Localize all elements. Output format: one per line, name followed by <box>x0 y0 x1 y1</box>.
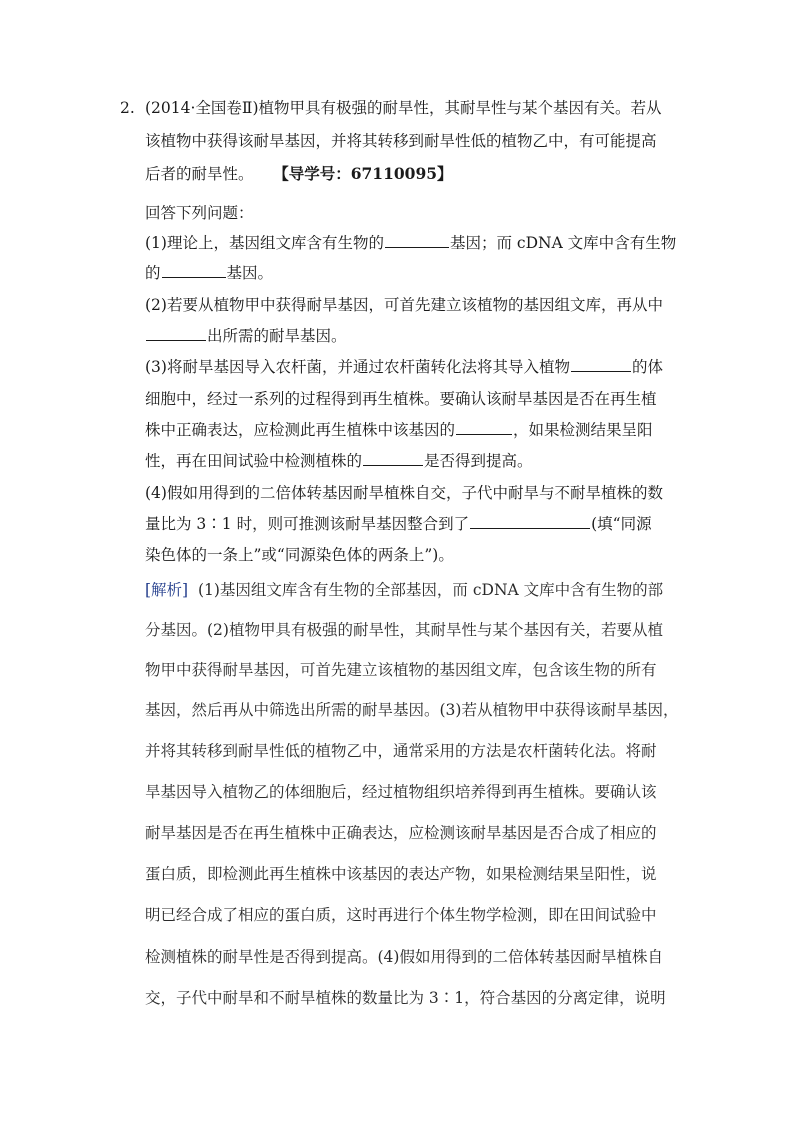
answer-blank-6[interactable] <box>363 451 423 466</box>
guide-number-tag: 【导学号：67110095】 <box>273 164 453 183</box>
subquestion-2-text-b: 出所需的耐旱基因。 <box>207 327 347 345</box>
solution-line-2: 分基因。(2)植物甲具有极强的耐旱性，其耐旱性与某个基因有关，若要从植 <box>145 621 663 639</box>
solution-line-5: 并将其转移到耐旱性低的植物乙中，通常采用的方法是农杆菌转化法。将耐 <box>145 742 657 760</box>
question-stem-line-1: (2014·全国卷Ⅱ)植物甲具有极强的耐旱性，其耐旱性与某个基因有关。若从 <box>145 99 662 117</box>
subquestion-1-line-2 <box>145 263 273 283</box>
subquestion-4-line-1: (4)假如用得到的二倍体转基因耐旱植株自交，子代中耐旱与不耐旱植株的数 <box>145 484 663 502</box>
subquestion-3-line-4 <box>145 451 533 471</box>
subquestion-4-text-c: (填“同源 <box>591 515 652 533</box>
subquestion-4-line-3: 染色体的一条上”或“同源染色体的两条上”)。 <box>145 546 454 564</box>
subquestion-3-text-f: 性，再在田间试验中检测植株的 <box>145 452 363 470</box>
solution-line-9: 明已经合成了相应的蛋白质，这时再进行个体生物学检测，即在田间试验中 <box>145 906 657 924</box>
subquestion-3-text-a: (3)将耐旱基因导入农杆菌，并通过农杆菌转化法将其导入植物 <box>145 358 570 376</box>
subquestion-4-line-2 <box>145 514 652 534</box>
answer-blank-2[interactable] <box>162 263 226 278</box>
subquestion-1-text-b: 基因；而 cDNA 文库中含有生物 <box>449 234 677 252</box>
subquestion-2-line-2 <box>145 326 347 346</box>
subquestion-4-text-b: 量比为 3∶1 时，则可推测该耐旱基因整合到了 <box>145 515 470 533</box>
subquestion-2-line-1: (2)若要从植物甲中获得耐旱基因，可首先建立该植物的基因组文库，再从中 <box>145 296 663 314</box>
solution-line-10: 检测植株的耐旱性是否得到提高。(4)假如用得到的二倍体转基因耐旱植株自 <box>145 948 663 966</box>
subquestion-3-text-d: 株中正确表达，应检测此再生植株中该基因的 <box>145 421 456 439</box>
answer-blank-1[interactable] <box>385 233 449 248</box>
answer-prompt: 回答下列问题： <box>145 204 254 222</box>
subquestion-1-text-d: 基因。 <box>226 264 274 282</box>
solution-line-6: 旱基因导入植物乙的体细胞后，经过植物组织培养得到再生植株。要确认该 <box>145 783 657 801</box>
subquestion-3-text-e: ，如果检测结果呈阳 <box>513 421 653 439</box>
solution-text-1: (1)基因组文库含有生物的全部基因，而 cDNA 文库中含有生物的部 <box>197 581 664 599</box>
solution-line-11: 交，子代中耐旱和不耐旱植株的数量比为 3∶1，符合基因的分离定律，说明 <box>145 989 666 1007</box>
question-stem-line-2: 该植物中获得该耐旱基因，并将其转移到耐旱性低的植物乙中，有可能提高 <box>145 132 657 150</box>
solution-line-4: 基因，然后再从中筛选出所需的耐旱基因。(3)若从植物甲中获得该耐旱基因， <box>145 701 679 719</box>
solution-line-7: 耐旱基因是否在再生植株中正确表达，应检测该耐旱基因是否合成了相应的 <box>145 824 657 842</box>
subquestion-3-line-2: 细胞中，经过一系列的过程得到再生植株。要确认该耐旱基因是否在再生植 <box>145 390 657 408</box>
question-stem-line-3 <box>145 164 453 184</box>
solution-line-1 <box>145 580 663 600</box>
subquestion-3-text-b: 的体 <box>631 358 663 376</box>
answer-blank-4[interactable] <box>571 357 631 372</box>
subquestion-1-text-a: (1)理论上，基因组文库含有生物的 <box>145 234 384 252</box>
subquestion-1-text-c: 的 <box>145 264 161 282</box>
solution-label: [解析] <box>145 581 189 599</box>
subquestion-1-line-1 <box>145 233 676 253</box>
subquestion-3-line-3 <box>145 420 653 440</box>
answer-blank-7[interactable] <box>470 514 590 529</box>
subquestion-3-text-g: 是否得到提高。 <box>424 452 533 470</box>
answer-blank-3[interactable] <box>146 326 206 341</box>
solution-line-8: 蛋白质，即检测此再生植株中该基因的表达产物，如果检测结果呈阳性，说 <box>145 865 657 883</box>
subquestion-3-line-1 <box>145 357 663 377</box>
question-stem-end: 后者的耐旱性。 <box>145 165 254 183</box>
answer-blank-5[interactable] <box>456 420 512 435</box>
solution-line-3: 物甲中获得耐旱基因，可首先建立该植物的基因组文库，包含该生物的所有 <box>145 661 657 679</box>
question-number: 2. <box>120 99 135 117</box>
